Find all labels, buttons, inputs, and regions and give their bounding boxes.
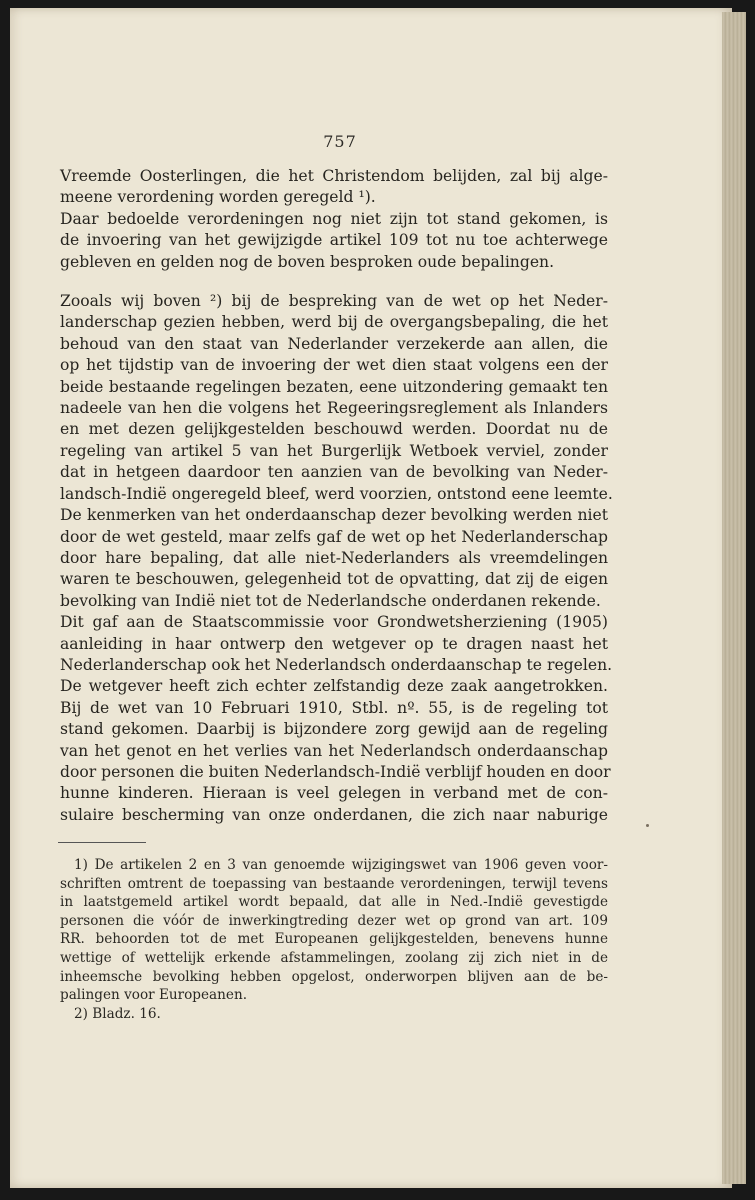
text-line: sulaire bescherming van onze onderdanen, die zich naar naburige [60, 805, 608, 824]
text-line: Daar bedoelde verordeningen nog niet zijn tot stand gekomen, is [60, 209, 608, 228]
page-edges [722, 12, 746, 1184]
footnote-line: 1) De artikelen 2 en 3 van genoemde wijzigingswet van 1906 geven voor- [74, 857, 608, 873]
text-line: stand gekomen. Daarbij is bijzondere zorg gewijd aan de regeling [60, 720, 608, 739]
footnote-line: inheemsche bevolking hebben opgelost, onderworpen blijven aan de be- [60, 968, 608, 985]
text-line: door de wet gesteld, maar zelfs gaf de wet op het Nederlanderschap [60, 527, 608, 546]
footnote-line: schriften omtrent de toepassing van bestaande verordeningen, terwijl tevens [60, 875, 608, 892]
footnote-line: wettige of wettelijk erkende afstammelingen, zoolang zij zich niet in de [60, 949, 608, 966]
page-number: 757 [323, 132, 357, 151]
main-text [60, 166, 613, 826]
text-line: waren te beschouwen, gelegenheid tot de opvatting, dat zij de eigen [60, 570, 608, 589]
footnote-line: RR. behoorden tot de met Europeanen gelijkgestelden, benevens hunne [60, 931, 608, 948]
text-line: bevolking van Indië niet tot de Nederlandsche onderdanen rekende. [60, 591, 601, 610]
text-line: Dit gaf aan de Staatscommissie voor Grondwetsherziening (1905) [60, 613, 608, 632]
text-line: behoud van den staat van Nederlander verzekerde aan allen, die [60, 334, 608, 353]
book-page [10, 8, 732, 1188]
text-line: meene verordening worden geregeld ¹). [60, 188, 376, 207]
text-line: aanleiding in haar ontwerp den wetgever op te dragen naast het [60, 634, 608, 653]
footnote-line: in laatstgemeld artikel wordt bepaald, dat alle in Ned.-Indië gevestigde [60, 894, 608, 911]
text-line: regeling van artikel 5 van het Burgerlijk Wetboek verviel, zonder [60, 441, 608, 460]
text-line: Bij de wet van 10 Februari 1910, Stbl. nº. 55, is de regeling tot [60, 698, 608, 717]
text-line: van het genot en het verlies van het Nederlandsch onderdaanschap [60, 741, 608, 760]
text-line: Nederlanderschap ook het Nederlandsch onderdaanschap te regelen. [60, 655, 613, 674]
text-line: gebleven en gelden nog de boven besproken oude bepalingen. [60, 252, 555, 271]
text-line: door hare bepaling, dat alle niet-Nederlanders als vreemdelingen [60, 548, 608, 567]
text-line: de invoering van het gewijzigde artikel 109 tot nu toe achterwege [60, 231, 608, 250]
footnote-separator [58, 842, 146, 843]
text-line: De wetgever heeft zich echter zelfstandig deze zaak aangetrokken. [60, 677, 608, 696]
text-line: landerschap gezien hebben, werd bij de overgangsbepaling, die het [60, 313, 608, 332]
text-line: dat in hetgeen daardoor ten aanzien van de bevolking van Neder- [60, 463, 608, 482]
text-line: De kenmerken van het onderdaanschap dezer bevolking werden niet [60, 506, 608, 525]
text-line: Vreemde Oosterlingen, die het Christendom belijden, zal bij alge- [60, 167, 608, 185]
paragraph-gap [60, 273, 608, 291]
text-line: Zooals wij boven ²) bij de bespreking van de wet op het Neder- [60, 292, 608, 311]
text-line: beide bestaande regelingen bezaten, eene uitzondering gemaakt ten [60, 377, 608, 396]
text-line: op het tijdstip van de invoering der wet dien staat volgens een der [60, 356, 608, 375]
paper-speck [646, 824, 649, 827]
text-line: hunne kinderen. Hieraan is veel gelegen in verband met de con- [60, 784, 608, 803]
footnote-line: 2) Bladz. 16. [74, 1005, 161, 1022]
footnote-line: personen die vóór de inwerkingtreding dezer wet op grond van art. 109 [60, 912, 608, 929]
text-line: en met dezen gelijkgestelden beschouwd werden. Doordat nu de [60, 420, 608, 439]
footnote-line: palingen voor Europeanen. [60, 987, 248, 1004]
footnotes [60, 856, 608, 1023]
text-line: door personen die buiten Nederlandsch-Indië verblijf houden en door [60, 762, 611, 781]
text-line: nadeele van hen die volgens het Regeeringsreglement als Inlanders [60, 399, 608, 418]
text-line: landsch-Indië ongeregeld bleef, werd voorzien, ontstond eene leemte. [60, 484, 613, 503]
